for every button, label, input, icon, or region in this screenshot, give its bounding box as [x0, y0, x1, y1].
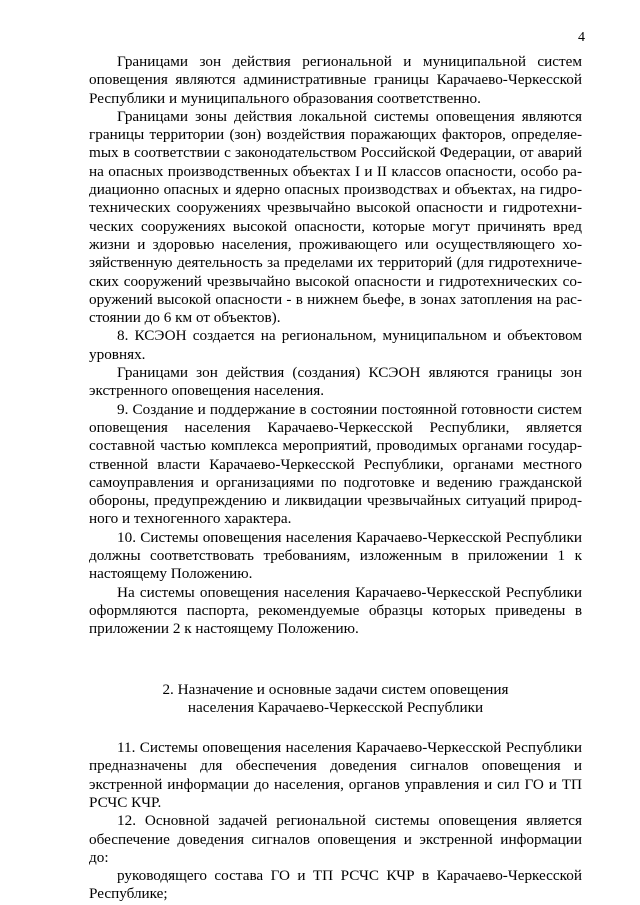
page-number: 4 [578, 30, 585, 45]
paragraph-item-10: 10. Системы оповещения населения Карачаево-Черкесской Республики должны соответствовать требованиям, изложенным в приложении 1 к настоящему Положению. [89, 528, 582, 583]
paragraph-item-12: 12. Основной задачей региональной системы оповещения является обеспечение доведения сигналов оповещения и экстренной информации до: [89, 812, 582, 866]
paragraph-local-boundaries: Границами зоны действия локальной системы оповещения являются границы территории (зон) воздействия поражающих факторов, определяеmых в соответствии с законодательством Российской Федерации, от аварий на опасных производственных объектах I и II классов опасности, особо радиационно опасных и ядерно опасных производствах и объектах, на гидротехнических сооружениях чрезвычайно высокой опасности и гидротехнических сооружениях высокой опасности, которые могут причинять вред жизни и здоровью населения, проживающего или осуществляющего хозяйственную деятельность за пределами их территорий (для гидротехнических сооружений чрезвычайно высокой опасности и гидротехнических сооружений высокой опасности - в нижнем бьефе, в зонах затопления на расстоянии до 6 км от объектов). [89, 107, 582, 327]
section-heading-line-1: 2. Назначение и основные задачи систем оповещения [162, 680, 509, 698]
document-body [89, 53, 582, 904]
paragraph-item-8: 8. КСЭОН создается на региональном, муниципальном и объектовом уровнях. [89, 327, 582, 363]
paragraph-kseon-boundaries: Границами зон действия (создания) КСЭОН являются границы зон экстренного оповещения населения. [89, 364, 582, 400]
paragraph-regional-boundaries: Границами зон действия региональной и муниципальной систем оповещения являются административные границы Карачаево-Черкесской Республики и муниципального образования соответственно. [89, 53, 582, 107]
paragraph-passports: На системы оповещения населения Карачаево-Черкесской Республики оформляются паспорта, рекомендуемые образцы которых приведены в приложении 2 к настоящему Положению. [89, 583, 582, 638]
paragraph-item-11: 11. Системы оповещения населения Карачаево-Черкесской Республики предназначены для обеспечения доведения сигналов оповещения и экстренной информации до населения, органов управления и сил ГО и ТП РСЧС КЧР. [89, 739, 582, 811]
section-heading-line-2: населения Карачаево-Черкесской Республики [187, 698, 484, 716]
paragraph-leadership-list-item: руководящего состава ГО и ТП РСЧС КЧР в Карачаево-Черкесской Республике; [89, 867, 582, 903]
paragraph-item-9: 9. Создание и поддержание в состоянии постоянной готовности систем оповещения населения Карачаево-Черкесской Республики, является составной частью комплекса мероприятий, проводимых органами государственной власти Карачаево-Черкесской Республики, органами местного самоуправления и организациями по подготовке и ведению гражданской обороны, предупреждению и ликвидации чрезвычайных ситуаций природного и техногенного характера. [89, 400, 582, 528]
section-heading [89, 681, 582, 718]
